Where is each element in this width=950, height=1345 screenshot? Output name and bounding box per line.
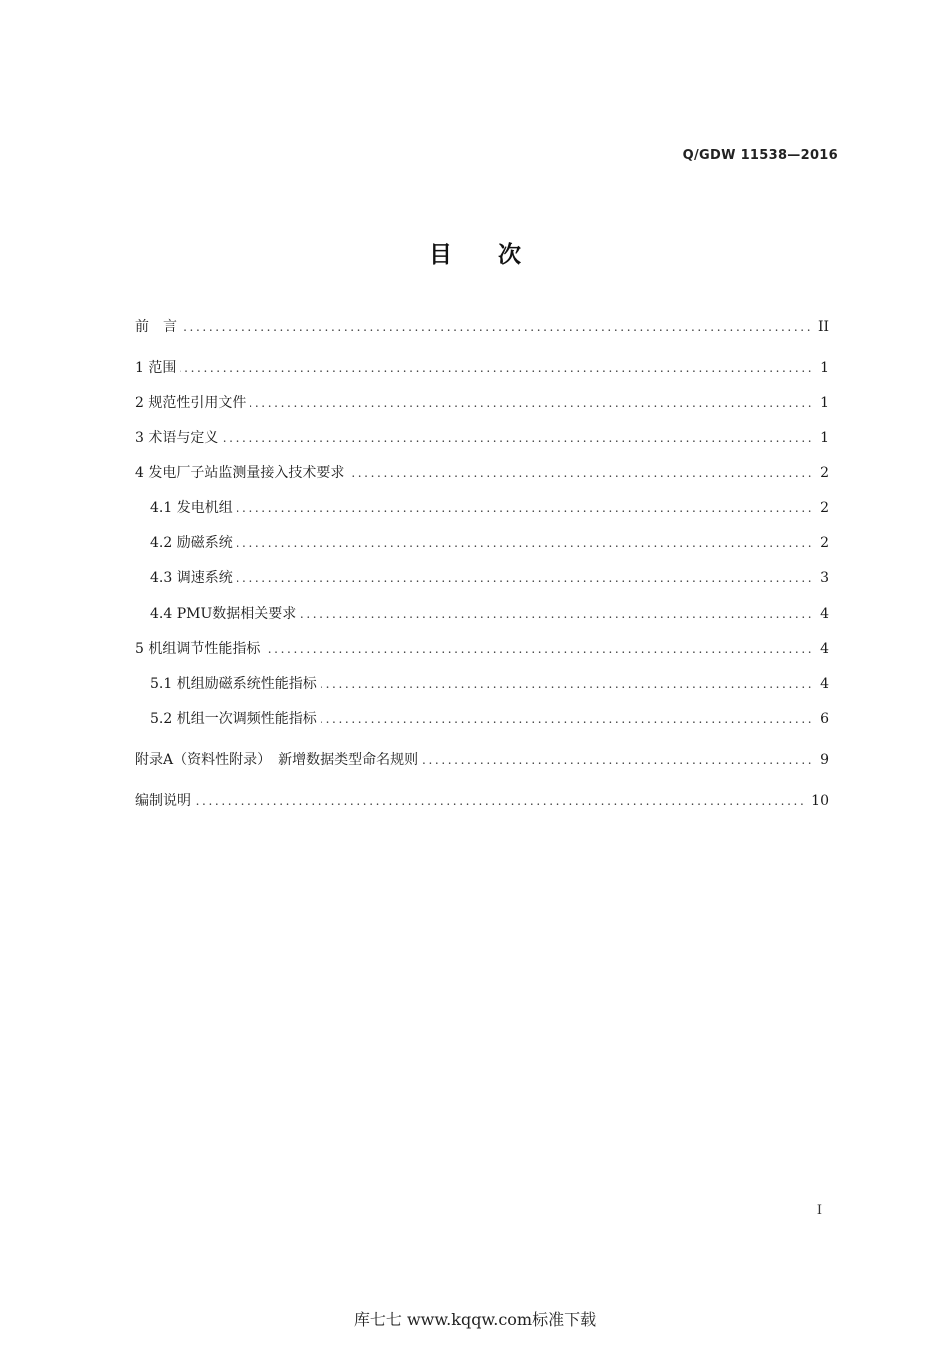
toc-entry-page: 4 bbox=[820, 641, 829, 657]
toc-entry-label: 5.1 机组励磁系统性能指标 bbox=[150, 676, 317, 692]
toc-entry-label: 4.2 励磁系统 bbox=[150, 535, 233, 551]
toc-entry-label: 5 机组调节性能指标 bbox=[135, 641, 261, 657]
footer-watermark: 库七七 www.kqqw.com标准下载 bbox=[353, 1310, 597, 1329]
toc-entry-label: 4.1 发电机组 bbox=[150, 500, 233, 516]
toc-leader-dots bbox=[250, 392, 811, 414]
toc-entry-compilation-notes[interactable] bbox=[135, 790, 829, 812]
toc-entry-label: 5.2 机组一次调频性能指标 bbox=[150, 711, 317, 727]
toc-entry-section-4[interactable] bbox=[135, 462, 829, 484]
toc-entry-label: 3 术语与定义 bbox=[135, 430, 219, 446]
toc-entry-normative-references[interactable] bbox=[135, 392, 829, 414]
toc-entry-scope[interactable] bbox=[135, 357, 829, 379]
toc-leader-dots bbox=[422, 749, 811, 771]
toc-entry-label: 1 范围 bbox=[135, 360, 177, 376]
toc-entry-page: 2 bbox=[820, 500, 829, 516]
toc-entry-page: 4 bbox=[820, 676, 829, 692]
toc-entry-page: 10 bbox=[811, 793, 829, 809]
toc-leader-dots bbox=[237, 497, 811, 519]
toc-entry-section-4-4[interactable] bbox=[135, 603, 829, 625]
toc-title: 目次 bbox=[429, 242, 567, 268]
toc-leader-dots bbox=[181, 316, 810, 338]
toc-entry-label: 4.4 PMU数据相关要求 bbox=[150, 606, 297, 622]
toc-entry-foreword[interactable] bbox=[135, 316, 829, 338]
toc-entry-page: 1 bbox=[820, 360, 829, 376]
toc-leader-dots bbox=[348, 462, 811, 484]
toc-entry-section-5[interactable] bbox=[135, 638, 829, 660]
toc-entry-label: 4 发电厂子站监测量接入技术要求 bbox=[135, 465, 345, 481]
toc-entry-page: 1 bbox=[820, 430, 829, 446]
toc-entry-terms[interactable] bbox=[135, 427, 829, 449]
toc-entry-label: 编制说明 bbox=[135, 793, 191, 809]
toc-entry-page: 1 bbox=[820, 395, 829, 411]
toc-leader-dots bbox=[195, 790, 803, 812]
toc-entry-section-4-3[interactable] bbox=[135, 567, 829, 589]
toc-leader-dots bbox=[222, 427, 811, 449]
toc-entry-section-5-1[interactable] bbox=[135, 673, 829, 695]
toc-entry-page: 9 bbox=[820, 752, 829, 768]
toc-leader-dots bbox=[237, 532, 811, 554]
toc-leader-dots bbox=[237, 567, 811, 589]
toc-entry-page: 6 bbox=[820, 711, 829, 727]
toc-entry-label: 附录A（资料性附录） 新增数据类型命名规则 bbox=[135, 752, 419, 768]
toc-entry-page: 4 bbox=[820, 606, 829, 622]
toc-entry-page: II bbox=[817, 319, 829, 335]
toc-entry-page: 2 bbox=[820, 535, 829, 551]
toc-entry-page: 3 bbox=[820, 570, 829, 586]
toc-entry-label: 4.3 调速系统 bbox=[150, 570, 233, 586]
toc-entry-section-4-1[interactable] bbox=[135, 497, 829, 519]
toc-leader-dots bbox=[264, 638, 811, 660]
page-number: I bbox=[816, 1203, 822, 1218]
toc-entry-section-5-2[interactable] bbox=[135, 708, 829, 730]
toc-leader-dots bbox=[300, 603, 811, 625]
toc-entry-label: 前 言 bbox=[135, 319, 177, 335]
toc-entry-section-4-2[interactable] bbox=[135, 532, 829, 554]
toc-leader-dots bbox=[321, 673, 811, 695]
toc-entry-page: 2 bbox=[820, 465, 829, 481]
standard-code: Q/GDW 11538—2016 bbox=[682, 148, 838, 163]
toc-leader-dots bbox=[180, 357, 811, 379]
toc-entry-label: 2 规范性引用文件 bbox=[135, 395, 247, 411]
toc-entry-appendix-a[interactable] bbox=[135, 749, 829, 771]
toc-leader-dots bbox=[321, 708, 811, 730]
